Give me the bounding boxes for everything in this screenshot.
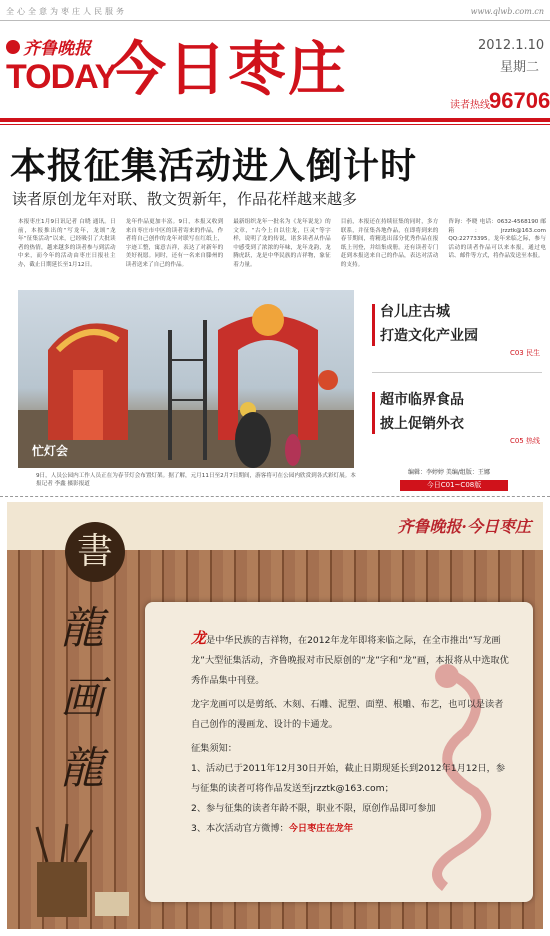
lead-column-5: 咨询：李晓 电话：0632-4568190 邮箱：jrzztk@163.com QQ:22773395。龙年来临之际，参与活动的读者作品可以来本报，通过电话、邮件等方式，将作品发送至本报。 xyxy=(448,219,546,259)
notice-rule-1: 1、活动已于2011年12月30日开始，截止日期现延长到2012年1月12日，参与征集的读者可将作品发送至jrzztk@163.com； xyxy=(191,763,506,794)
sidebar-story-1[interactable] xyxy=(380,300,540,358)
website-url[interactable]: www.qlwb.com.cn xyxy=(470,7,544,16)
header-red-rule xyxy=(0,118,550,122)
header-red-thin-rule xyxy=(0,124,550,125)
vertical-char-2: 画 xyxy=(60,673,104,724)
lantern-scene-illustration xyxy=(18,290,354,468)
photo-caption: 9日，人员公园内工作人员正在为春节灯会布置灯架。据了解，元月11日至2月7日期间，游客将可在公园内欣赏到各式彩灯展。本报记者 李鑫 摄影报道 xyxy=(36,473,356,487)
brush-pot-icon xyxy=(17,822,137,922)
lead-column-4: 目前，本报还在持续征集的同时，多方联系，并征集各地作品，在即将到来的春节期间，将精选出部分优秀作品在报纸上刊登，并结集成册。还有读者专门赶到本报送来自己的作品，表达对活动的支持。 xyxy=(340,219,439,268)
notice-rule-3-prefix: 3、本次活动官方微博： xyxy=(191,823,289,834)
lead-column-3: 最新组织龙年一批名为《龙年说龙》的文章，“古今上自以往龙，巨灵”等字样，说明了龙的传说，诸多读者从作品中感受到了浓浓的年味，龙年龙韵，龙腾虎跃，龙是中华民族的吉祥物，象征着力量。 xyxy=(233,219,331,268)
sidebar-marker xyxy=(372,304,375,346)
sidebar-title-line2: 披上促销外衣 xyxy=(380,416,464,432)
dragon-lead-char: 龙 xyxy=(191,629,207,647)
vertical-char-1: 龍 xyxy=(60,603,104,654)
top-divider xyxy=(0,20,550,21)
sidebar-marker xyxy=(372,392,375,434)
sidebar-title-line1: 台儿庄古城 xyxy=(380,304,450,320)
lead-headline[interactable]: 本报征集活动进入倒计时 xyxy=(10,146,418,187)
logo-cn-text: 齐鲁晚报 xyxy=(23,39,91,59)
sidebar-title-line1: 超市临界食品 xyxy=(380,392,464,408)
editor-credits: 编辑：李婷婷 美编/组版：王娜 xyxy=(408,469,490,476)
sidebar-title-line2: 打造文化产业园 xyxy=(380,328,478,344)
hotline-number: 96706 xyxy=(489,88,550,113)
ad-brand: 齐鲁晚报·今日枣庄 xyxy=(397,517,531,536)
lead-body xyxy=(18,218,546,294)
sidebar-page-ref: C05 热线 xyxy=(509,437,540,445)
sidebar-page-ref: C03 民生 xyxy=(509,349,540,357)
hotline-label: 读者热线 xyxy=(450,100,490,111)
vertical-char-3: 龍 xyxy=(60,743,104,794)
lead-column-1: 本报枣庄1月9日讯记者 白晓 通讯。日前，本报推出的“写龙年，龙颂”龙年“征集活动”以来，已经吸引了大批读者的热情，越来越多的读者参与到活动中来，而今年的活动由枣庄日报社主办，截止日期延长至1月12日。 xyxy=(18,219,116,268)
emblem-icon xyxy=(6,40,20,54)
weibo-link[interactable]: 今日枣庄在龙年 xyxy=(288,823,354,834)
newspaper-logo xyxy=(6,34,117,96)
notice-paragraph-1: 是中华民族的吉祥物，在2012年龙年即将来临之际，在全市推出“写龙画龙”大型征集活动，齐鲁晚报对市民原创的“龙”字和“龙”画，本报将从中选取优秀作品集中刊登。 xyxy=(191,635,509,686)
shu-seal: 書 xyxy=(65,522,125,582)
lead-subhead: 读者原创龙年对联、散文贺新年，作品花样越来越多 xyxy=(12,190,358,208)
lantern-photo xyxy=(18,290,354,468)
notice-title: 征集须知： xyxy=(191,743,237,754)
sidebar-divider xyxy=(372,372,542,373)
slogan: 全心全意为枣庄人民服务 xyxy=(6,7,127,16)
sidebar-story-2[interactable] xyxy=(380,388,540,446)
notice-rule-2: 2、参与征集的读者年龄不限，职业不限，原创作品即可参加 xyxy=(191,803,436,814)
masthead-title: 今日枣庄 xyxy=(108,35,349,103)
page-range-badge[interactable]: 今日C01~C08版 xyxy=(400,480,508,491)
notice-paragraph-2: 龙字龙画可以是剪纸、木刻、石雕、泥塑、面塑、根雕、布艺，也可以是读者自己创作的漫画龙、设计的卡通龙。 xyxy=(191,699,504,730)
ad-separator xyxy=(0,496,550,497)
logo-en-text: TODAY xyxy=(6,58,117,96)
photo-tag: 忙灯会 xyxy=(32,444,69,458)
dragon-contest-ad xyxy=(7,502,543,929)
lead-column-2: 龙年作品更加丰富。9日，本报又收到来自枣庄市中区的读者寄来的作品，作者将自己创作的龙年对联写在红纸上，字迹工整，寓意吉祥，表达了对新年的美好祝愿。同时，还有一名来自滕州的读者送来了自己的作品。 xyxy=(125,219,224,268)
notice-text xyxy=(191,628,511,839)
notice-scroll xyxy=(145,602,533,902)
issue-weekday: 星期二 xyxy=(500,60,540,75)
issue-date: 2012.1.10 xyxy=(478,38,545,53)
